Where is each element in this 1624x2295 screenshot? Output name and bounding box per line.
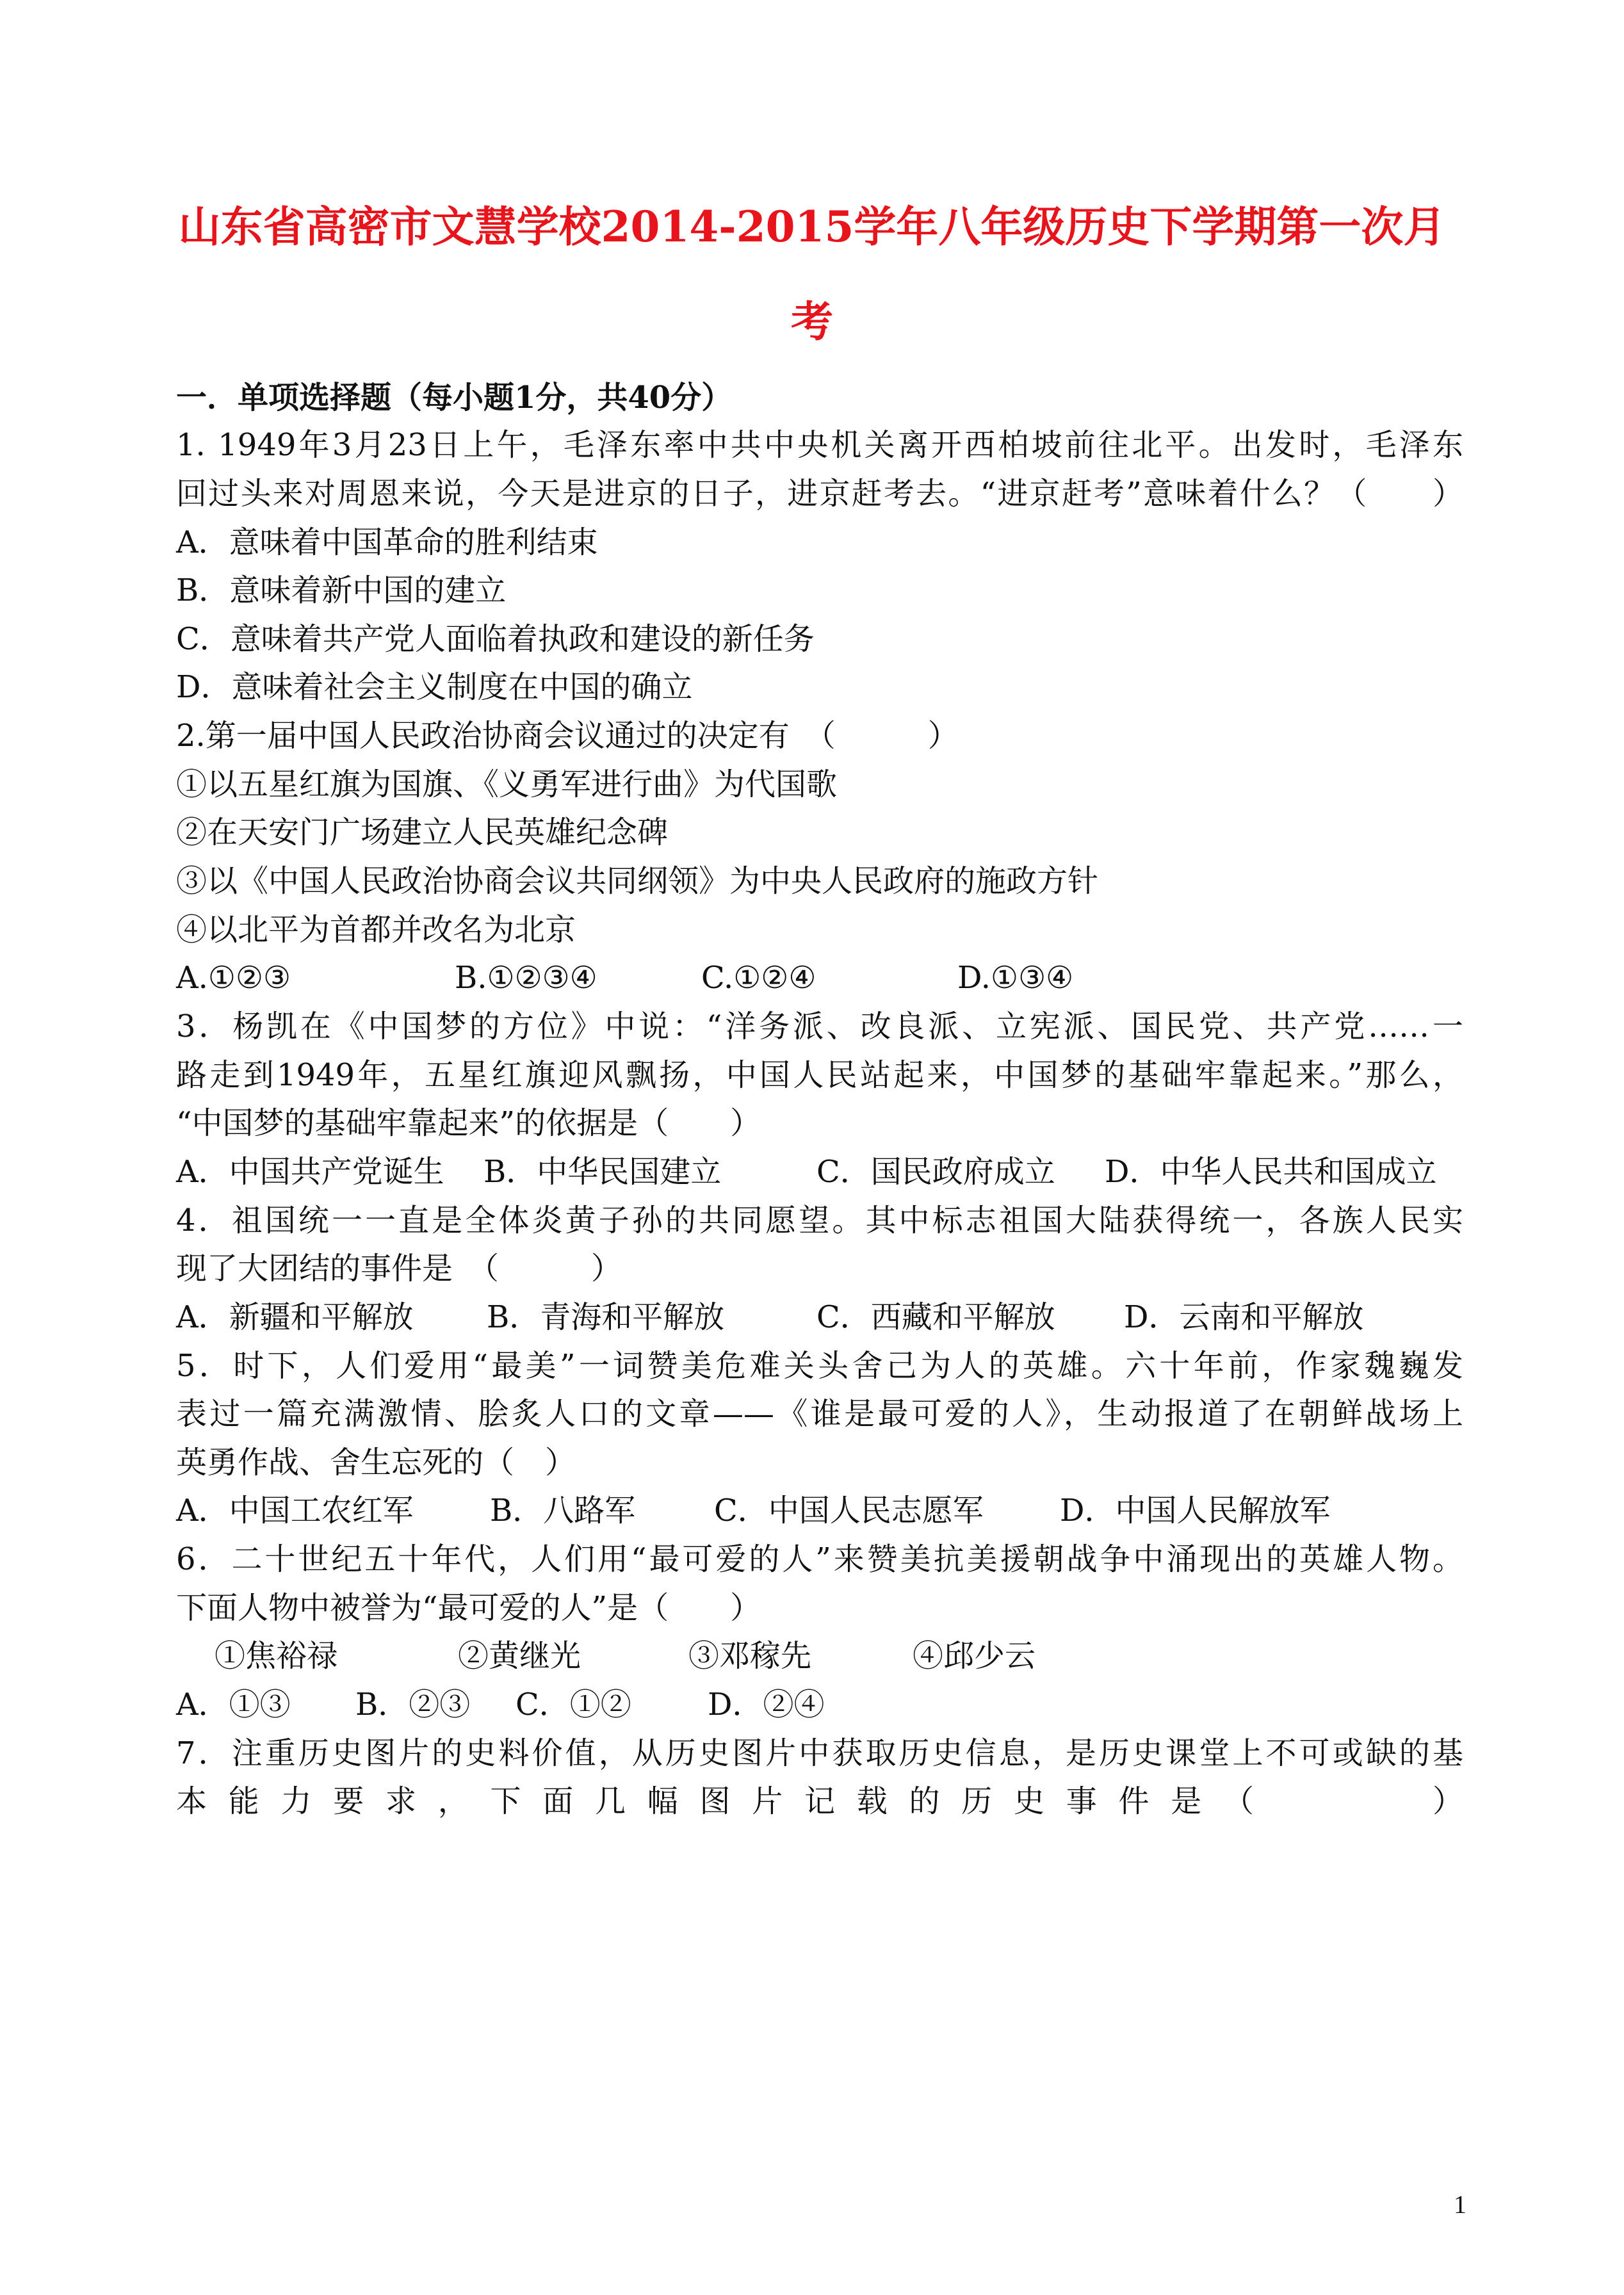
q2-option-c: C.①②④: [701, 960, 816, 996]
q2-stem: 2.第一届中国人民政治协商会议通过的决定有 （ ）: [176, 718, 959, 754]
q1-stem-line-2: 回过头来对周恩来说，今天是进京的日子，进京赶考去。“进京赶考”意味着什么？（ ）: [176, 476, 1463, 512]
q2-option-b: B.①②③④: [455, 960, 597, 996]
q1-option-a: A．意味着中国革命的胜利结束: [176, 524, 598, 560]
q3-option-a: A．中国共产党诞生: [176, 1154, 444, 1190]
q2-option-a: A.①②③: [176, 960, 291, 996]
q3-stem-line-1: 3．杨凯在《中国梦的方位》中说：“洋务派、改良派、立宪派、国民党、共产党……一: [176, 1009, 1463, 1044]
q5-option-d: D．中国人民解放军: [1060, 1493, 1331, 1529]
q4-option-b: B．青海和平解放: [487, 1299, 725, 1335]
q1-option-b: B．意味着新中国的建立: [176, 572, 507, 608]
q4-stem-line-2: 现了大团结的事件是 （ ）: [176, 1251, 622, 1286]
q5-option-b: B．八路军: [490, 1493, 636, 1529]
q5-option-a: A．中国工农红军: [176, 1493, 414, 1529]
q7-stem-line-2: 本能力要求，下面几幅图片记载的历史事件是（ ）: [176, 1783, 1463, 1819]
q4-option-a: A．新疆和平解放: [176, 1299, 414, 1335]
q5-stem-line-2: 表过一篇充满激情、脍炙人口的文章——《谁是最可爱的人》，生动报道了在朝鲜战场上: [176, 1396, 1463, 1432]
document-title-line-2: 考: [791, 296, 833, 346]
q5-option-c: C．中国人民志愿军: [714, 1493, 984, 1529]
q6-option-b: B．②③: [355, 1687, 471, 1723]
q2-option-d: D.①③④: [957, 960, 1074, 996]
q1-stem-line-1: 1. 1949年3月23日上午，毛泽东率中共中央机关离开西柏坡前往北平。出发时，毛泽东: [176, 427, 1463, 463]
q2-item-3: ③以《中国人民政治协商会议共同纲领》为中央人民政府的施政方针: [176, 863, 1099, 899]
q5-stem-line-1: 5．时下，人们爱用“最美”一词赞美危难关头舍己为人的英雄。六十年前，作家魏巍发: [176, 1348, 1463, 1384]
q7-stem-line-1: 7．注重历史图片的史料价值，从历史图片中获取历史信息，是历史课堂上不可或缺的基: [176, 1735, 1463, 1771]
q6-stem-line-2: 下面人物中被誉为“最可爱的人”是（ ）: [176, 1590, 761, 1626]
q3-option-c: C．国民政府成立: [816, 1154, 1055, 1190]
q6-item-2: ②黄继光: [458, 1638, 581, 1674]
q4-option-c: C．西藏和平解放: [816, 1299, 1055, 1335]
q3-stem-line-2: 路走到1949年，五星红旗迎风飘扬，中国人民站起来，中国梦的基础牢靠起来。”那么，: [176, 1057, 1463, 1093]
section-heading: 一．单项选择题（每小题1分，共40分）: [176, 380, 733, 416]
q4-stem-line-1: 4．祖国统一一直是全体炎黄子孙的共同愿望。其中标志祖国大陆获得统一，各族人民实: [176, 1203, 1463, 1238]
page-number: 1: [1454, 2190, 1466, 2219]
document-title-line-1: 山东省高密市文慧学校2014-2015学年八年级历史下学期第一次月: [178, 202, 1446, 252]
q3-option-d: D．中华人民共和国成立: [1105, 1154, 1437, 1190]
q3-stem-line-3: “中国梦的基础牢靠起来”的依据是（ ）: [176, 1105, 761, 1141]
q6-item-1: ①焦裕禄: [215, 1638, 338, 1674]
q2-item-1: ①以五星红旗为国旗、《义勇军进行曲》为代国歌: [176, 766, 838, 802]
q6-option-c: C．①②: [516, 1687, 631, 1723]
q1-option-c: C．意味着共产党人面临着执政和建设的新任务: [176, 621, 815, 657]
q6-stem-line-1: 6．二十世纪五十年代，人们用“最可爱的人”来赞美抗美援朝战争中涌现出的英雄人物。: [176, 1541, 1463, 1577]
q3-option-b: B．中华民国建立: [483, 1154, 722, 1190]
q6-item-3: ③邓稼先: [688, 1638, 812, 1674]
q6-item-4: ④邱少云: [913, 1638, 1036, 1674]
q1-option-d: D．意味着社会主义制度在中国的确立: [176, 669, 693, 705]
q2-item-2: ②在天安门广场建立人民英雄纪念碑: [176, 815, 669, 850]
q4-option-d: D．云南和平解放: [1124, 1299, 1364, 1335]
q2-item-4: ④以北平为首都并改名为北京: [176, 912, 576, 948]
q6-option-a: A．①③: [176, 1687, 291, 1723]
q6-option-d: D．②④: [708, 1687, 825, 1723]
q5-stem-line-3: 英勇作战、舍生忘死的（ ）: [176, 1445, 576, 1480]
